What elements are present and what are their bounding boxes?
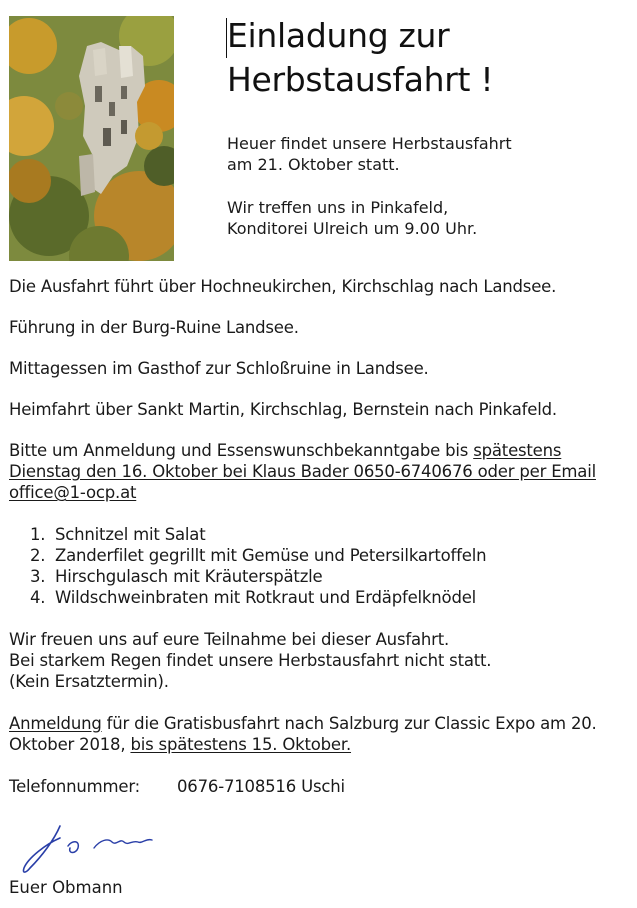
phone-line [9, 776, 631, 797]
registration-paragraph [9, 440, 631, 503]
lunch-paragraph: Mittagessen im Gasthof zur Schloßruine in Landsee. [9, 359, 429, 378]
closing-line-1: Wir freuen uns auf eure Teilnahme bei dieser Ausfahrt. [9, 630, 450, 649]
signature [16, 816, 166, 880]
page-title [227, 14, 493, 102]
bus-text: für die Gratisbusfahrt nach Salzburg zur Classic Expo am 20. Oktober 2018, [9, 714, 597, 754]
closing-line-2: Bei starkem Regen findet unsere Herbstausfahrt nicht statt. [9, 651, 492, 670]
meal-option [30, 587, 631, 608]
castle-ruin-illustration [9, 16, 174, 261]
meal-options-list [9, 524, 631, 608]
meal-option-label: Hirschgulasch mit Kräuterspätzle [55, 567, 323, 586]
intro-meeting-line-1: Wir treffen uns in Pinkafeld, [227, 198, 449, 217]
registration-text: Bitte um Anmeldung und Essenswunschbekanntgabe bis [9, 441, 474, 460]
intro-block [227, 133, 512, 239]
registration-deadline-contact: spätestens Dienstag den 16. Oktober bei Klaus Bader 0650-6740676 oder per Email office@1-ocp.at [9, 441, 596, 502]
phone-number: 0676-7108516 Uschi [177, 777, 345, 796]
meal-option-number: 3. [30, 567, 46, 586]
invitation-body [9, 276, 631, 797]
bus-paragraph [9, 713, 631, 755]
meal-option-number: 1. [30, 525, 46, 544]
phone-label: Telefonnummer: [9, 777, 140, 796]
tour-paragraph: Führung in der Burg-Ruine Landsee. [9, 318, 299, 337]
meal-option-label: Zanderfilet gegrillt mit Gemüse und Petersilkartoffeln [55, 546, 487, 565]
signer-title: Euer Obmann [9, 878, 123, 897]
text-cursor [226, 18, 227, 58]
intro-date-line-1: Heuer findet unsere Herbstausfahrt [227, 134, 512, 153]
handwritten-signature-icon [16, 816, 166, 880]
title-line-1: Einladung zur [227, 16, 450, 55]
return-paragraph: Heimfahrt über Sankt Martin, Kirchschlag, Bernstein nach Pinkafeld. [9, 400, 557, 419]
bus-registration-label: Anmeldung [9, 714, 102, 733]
castle-ruin-photo [9, 16, 174, 261]
route-paragraph: Die Ausfahrt führt über Hochneukirchen, Kirchschlag nach Landsee. [9, 277, 557, 296]
closing-line-3: (Kein Ersatztermin). [9, 672, 169, 691]
meal-option [30, 524, 631, 545]
title-line-2: Herbstausfahrt ! [227, 60, 494, 99]
meal-option [30, 545, 631, 566]
meal-option-label: Schnitzel mit Salat [55, 525, 206, 544]
meal-option-label: Wildschweinbraten mit Rotkraut und Erdäpfelknödel [55, 588, 477, 607]
intro-meeting-line-2: Konditorei Ulreich um 9.00 Uhr. [227, 219, 478, 238]
bus-deadline: bis spätestens 15. Oktober. [130, 735, 352, 754]
intro-date-line-2: am 21. Oktober statt. [227, 155, 400, 174]
meal-option-number: 2. [30, 546, 46, 565]
meal-option [30, 566, 631, 587]
meal-option-number: 4. [30, 588, 46, 607]
